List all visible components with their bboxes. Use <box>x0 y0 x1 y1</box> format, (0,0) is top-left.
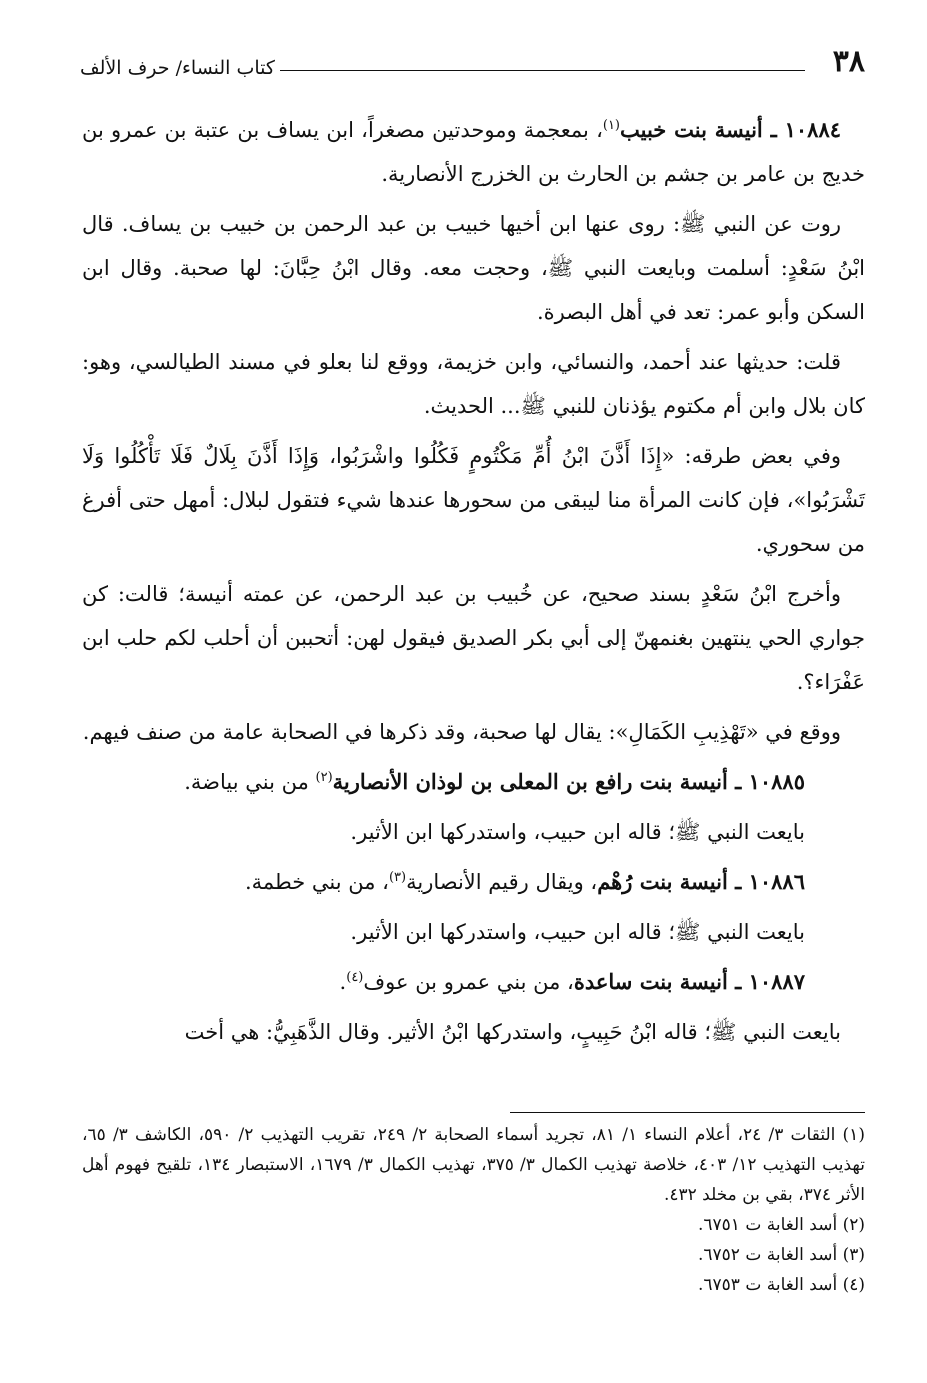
footnote: (٣) أسد الغابة ت ٦٧٥٢. <box>698 1245 865 1265</box>
entry-10884-paragraph: وفي بعض طرقه: «إِذَا أَذَّنَ ابْنُ أُمِّ مَكْتُومٍ فَكُلُوا واشْرَبُوا، وَإِذَا أَذَّنَ بِلَالٌ فَلَا تَأْكُلُوا وَلَا تَشْرَبُوا»، فإن كانت المرأة منا ليبقى من سحورها عندها شيء فتقول لبلال: أمهل حتى أفرغ من سحوري. <box>82 444 865 556</box>
running-title: كتاب النساء/ حرف الألف <box>80 57 275 79</box>
entry-title: ١٠٨٨٦ ـ أنيسة بنت رُهْم <box>597 869 805 894</box>
entry-10885-paragraph: بايعت النبي ﷺ؛ قاله ابن حبيب، واستدركها ابن الأثير. <box>350 820 805 844</box>
short-entries <box>82 760 865 1004</box>
footnote: (١) الثقات ٣/ ٢٤، أعلام النساء ١/ ٨١، تجريد أسماء الصحابة ٢/ ٢٤٩، تقريب التهذيب ٢/ ٥٩٠، الكاشف ٣/ ٦٥، تهذيب التهذيب ١٢/ ٤٠٣، خلاصة تهذيب الكمال ٣/ ٣٧٥، تهذيب الكمال ٣/ ١٦٧٩، الاستبصار ١٣٤، تلقيح فهوم أهل الأثر ٣٧٤، بقي بن مخلد ٤٣٢. <box>82 1125 865 1205</box>
entry-text: ، من بني خطمة. <box>244 870 389 894</box>
entry-10884-heading <box>82 108 865 196</box>
footnote-ref: (٣) <box>388 870 407 885</box>
page-header <box>80 44 865 88</box>
entry-10884-paragraph: ووقع في «تَهْذِيبِ الكَمَالِ»: يقال لها صحبة، وقد ذكرها في الصحابة عامة من صنف فيهم. <box>82 720 841 744</box>
page-number: ٣٨ <box>832 44 865 79</box>
footnotes <box>82 1120 865 1300</box>
entry-title: ١٠٨٨٥ ـ أنيسة بنت رافع بن المعلى بن لوذان الأنصارية <box>332 769 805 794</box>
entry-text: . <box>339 970 347 994</box>
header-rule <box>280 70 805 71</box>
entry-text: ، ويقال رقيم الأنصارية <box>406 870 598 894</box>
main-text <box>82 108 865 1060</box>
entry-10887-heading <box>82 960 865 1004</box>
entry-text: من بني بياضة. <box>184 770 316 794</box>
footnote-ref: (٤) <box>346 970 364 985</box>
entry-title: ١٠٨٨٤ ـ أنيسة بنت خبيب <box>620 117 842 142</box>
entry-title: ١٠٨٨٧ ـ أنيسة بنت ساعدة <box>573 969 805 994</box>
entry-10887-paragraph: بايعت النبي ﷺ؛ قاله ابْنُ حَبِيبٍ، واستدركها ابْنُ الأثير. وقال الذَّهَبِيُّ: هي أخت <box>184 1020 841 1044</box>
footnote: (٢) أسد الغابة ت ٦٧٥١. <box>698 1215 865 1235</box>
entry-text: ، بمعجمة وموحدتين مصغراً، ابن يساف بن عتبة بن عمرو بن خديج بن عامر بن جشم بن الحارث بن الخزرج الأنصارية. <box>82 118 865 186</box>
entry-10886-paragraph: بايعت النبي ﷺ؛ قاله ابن حبيب، واستدركها ابن الأثير. <box>350 920 805 944</box>
entry-10885-heading <box>82 760 865 804</box>
footnote-ref: (١) <box>602 118 620 133</box>
footnote-rule <box>510 1112 865 1113</box>
footnote: (٤) أسد الغابة ت ٦٧٥٣. <box>698 1275 865 1295</box>
entry-10886-heading <box>82 860 865 904</box>
entry-10884-paragraph: وأخرج ابْنُ سَعْدٍ بسند صحيح، عن خُبيب بن عبد الرحمن، عن عمته أنيسة؛ قالت: كن جواري الحي ينتهين بغنمهنّ إلى أبي بكر الصديق فيقول لهن: أتحببن أن أحلب لكم حلب ابن عَفْرَاء؟. <box>82 582 865 694</box>
footnote-ref: (٢) <box>315 770 333 785</box>
entry-10884-paragraph: قلت: حديثها عند أحمد، والنسائي، وابن خزيمة، ووقع لنا بعلو في مسند الطيالسي، وهو: كان بلال وابن أم مكتوم يؤذنان للنبي ﷺ... الحديث. <box>82 350 865 418</box>
entry-text: ، من بني عمرو بن عوف <box>363 970 574 994</box>
entry-10884-paragraph: روت عن النبي ﷺ: روى عنها ابن أخيها خبيب بن عبد الرحمن بن خبيب بن يساف. قال ابْنُ سَعْدٍ: أسلمت وبايعت النبي ﷺ، وحجت معه. وقال ابْنُ حِبَّانَ: لها صحبة. وقال ابن السكن وأبو عمر: تعد في أهل البصرة. <box>82 212 865 324</box>
